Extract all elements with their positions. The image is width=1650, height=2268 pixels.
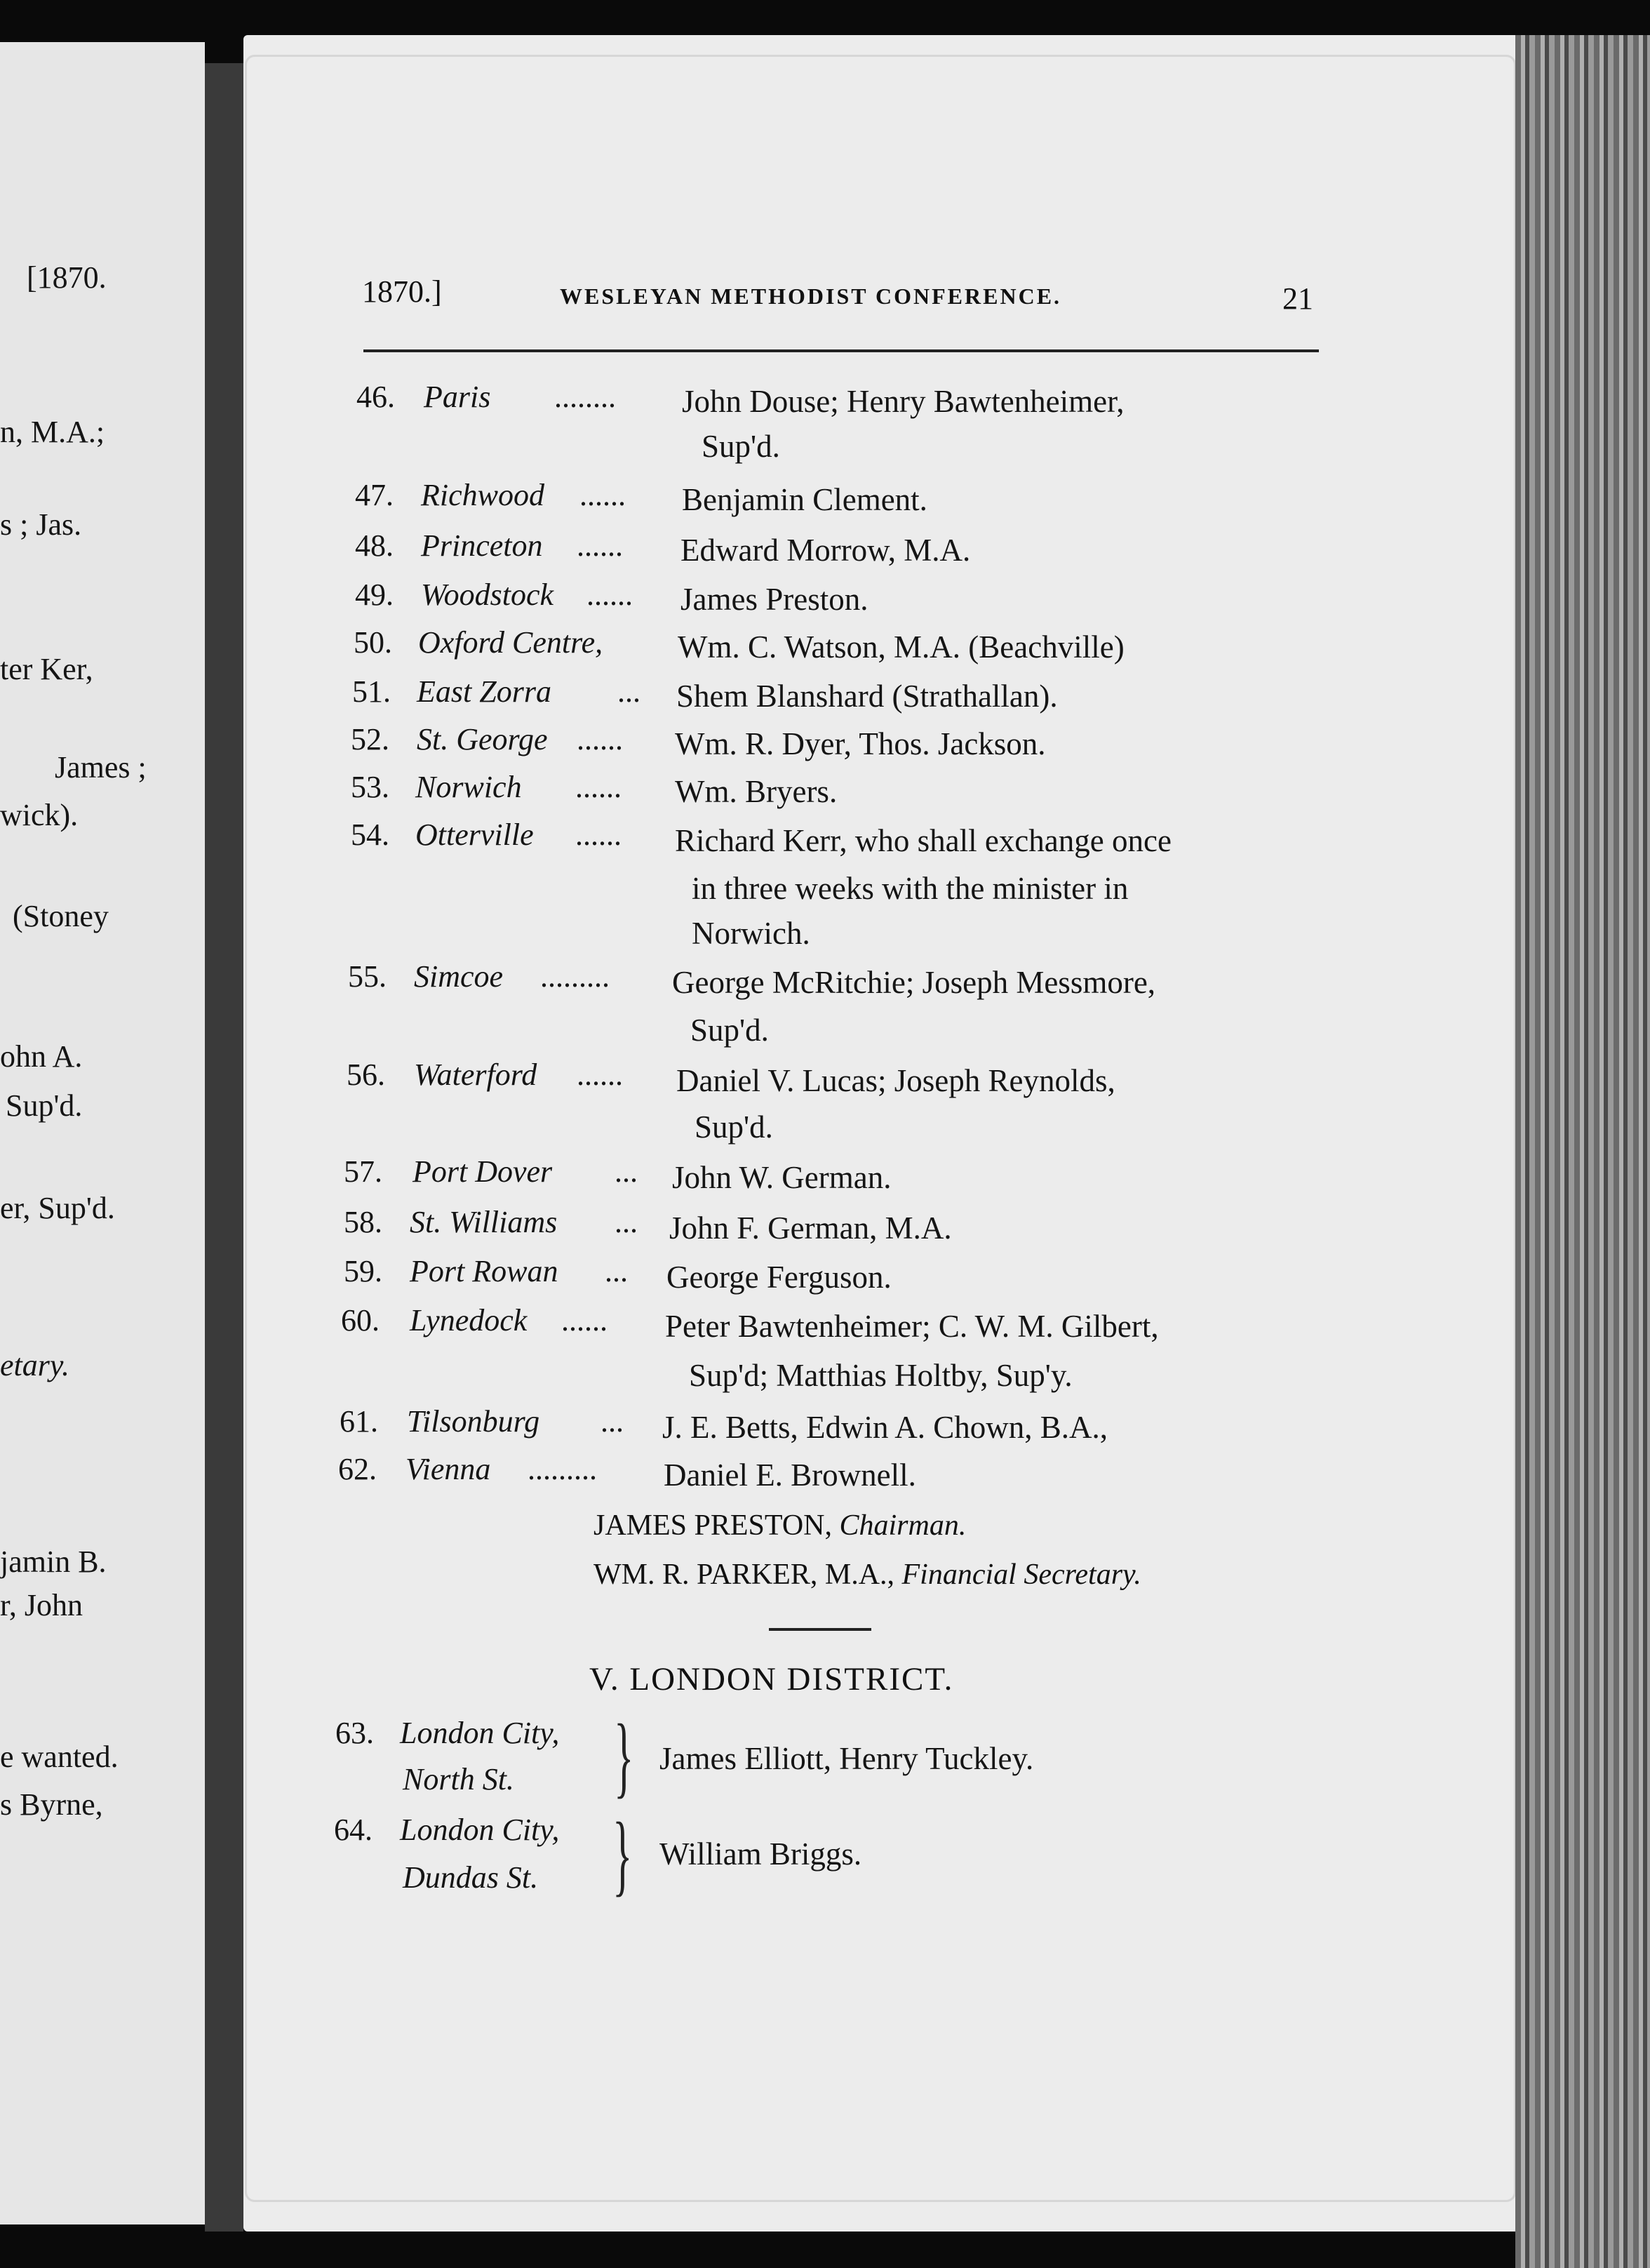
- dot-leader: .........: [540, 959, 610, 994]
- circuit-name: Dundas St.: [403, 1860, 539, 1895]
- entry-number: 57.: [344, 1154, 382, 1189]
- dot-leader: ........: [554, 380, 616, 414]
- left-fragment: ohn A.: [0, 1039, 83, 1074]
- ministers-text: James Preston.: [680, 582, 868, 617]
- ministers-text: Sup'd.: [695, 1109, 773, 1145]
- circuit-name: St. Williams: [410, 1205, 558, 1239]
- circuit-name: Simcoe: [414, 959, 504, 994]
- dot-leader: ...: [601, 1404, 624, 1439]
- ministers-text: John F. German, M.A.: [669, 1210, 952, 1246]
- dot-leader: ......: [577, 1058, 623, 1092]
- dot-leader: ......: [577, 528, 623, 563]
- left-fragment: ter Ker,: [0, 652, 93, 686]
- circuit-name: Tilsonburg: [407, 1404, 540, 1439]
- circuit-name: London City,: [400, 1813, 560, 1847]
- left-fragment: (Stoney: [13, 899, 109, 933]
- circuit-name: London City,: [400, 1716, 560, 1750]
- entry-number: 49.: [355, 578, 394, 612]
- ministers-text: Wm. Bryers.: [675, 774, 838, 809]
- entry-number: 64.: [334, 1813, 373, 1847]
- entry-number: 46.: [356, 380, 395, 414]
- entry-number: 48.: [355, 528, 394, 563]
- dot-leader: ...: [615, 1205, 638, 1239]
- left-fragment: Sup'd.: [6, 1088, 83, 1123]
- entry-number: 50.: [354, 625, 392, 660]
- entry-number: 56.: [347, 1058, 385, 1092]
- dot-leader: ...: [605, 1254, 628, 1288]
- dot-leader: ...: [615, 1154, 638, 1189]
- left-page-header: [1870.: [27, 260, 107, 295]
- circuit-name: Princeton: [421, 528, 543, 563]
- page-number: 21: [1282, 281, 1313, 316]
- ministers-text: Norwich.: [692, 916, 810, 951]
- dot-leader: ......: [561, 1303, 608, 1338]
- circuit-name: Oxford Centre,: [418, 625, 603, 660]
- entry-number: 51.: [352, 674, 391, 709]
- entry-number: 52.: [351, 722, 389, 756]
- secretary-name: WM. R. PARKER, M.A.,: [593, 1559, 895, 1591]
- circuit-name: Paris: [424, 380, 491, 414]
- running-head-year: 1870.]: [362, 274, 442, 309]
- chairman-name: JAMES PRESTON,: [593, 1509, 832, 1542]
- main-page: [243, 35, 1569, 2232]
- left-fragment: s Byrne,: [0, 1787, 103, 1822]
- dot-leader: ......: [586, 578, 633, 612]
- entry-number: 61.: [340, 1404, 378, 1439]
- book-gutter: [205, 63, 243, 2232]
- ministers-text: J. E. Betts, Edwin A. Chown, B.A.,: [662, 1410, 1108, 1445]
- left-fragment: er, Sup'd.: [0, 1191, 115, 1225]
- left-fragment: etary.: [0, 1348, 69, 1382]
- circuit-name: Vienna: [405, 1452, 491, 1486]
- entry-number: 59.: [344, 1254, 382, 1288]
- entry-number: 63.: [335, 1716, 374, 1750]
- circuit-name: North St.: [403, 1762, 514, 1796]
- ministers-text: Sup'd.: [690, 1013, 769, 1048]
- ministers-text: George Ferguson.: [666, 1260, 892, 1295]
- ministers-text: Daniel V. Lucas; Joseph Reynolds,: [676, 1063, 1115, 1098]
- dot-leader: ...: [617, 674, 640, 709]
- left-fragment: wick).: [0, 798, 79, 832]
- chairman-signature: [593, 1509, 966, 1542]
- running-head-title: WESLEYAN METHODIST CONFERENCE.: [560, 284, 1062, 309]
- secretary-signature: [593, 1558, 1141, 1592]
- ministers-text: Edward Morrow, M.A.: [680, 533, 971, 568]
- ministers-text: Wm. C. Watson, M.A. (Beachville): [678, 629, 1125, 665]
- entry-number: 60.: [341, 1303, 380, 1338]
- ministers-text: John Douse; Henry Bawtenheimer,: [682, 384, 1125, 419]
- circuit-name: Otterville: [415, 818, 534, 852]
- circuit-name: East Zorra: [417, 674, 551, 709]
- entry-number: 54.: [351, 818, 389, 852]
- brace-icon: }: [612, 1804, 633, 1905]
- entry-number: 47.: [355, 478, 394, 512]
- circuit-name: Port Rowan: [410, 1254, 558, 1288]
- ministers-text: Shem Blanshard (Strathallan).: [676, 679, 1058, 714]
- ministers-text: Sup'd; Matthias Holtby, Sup'y.: [689, 1358, 1073, 1393]
- ministers-text: Benjamin Clement.: [682, 482, 927, 517]
- left-fragment: jamin B.: [0, 1545, 107, 1579]
- dot-leader: ......: [575, 818, 622, 852]
- left-fragment: James ;: [55, 750, 147, 785]
- left-fragment: s ; Jas.: [0, 507, 82, 542]
- district-heading: V. LONDON DISTRICT.: [589, 1661, 954, 1697]
- circuit-name: Norwich: [415, 770, 522, 804]
- left-fragment: n, M.A.;: [0, 415, 105, 449]
- ministers-text: James Elliott, Henry Tuckley.: [659, 1741, 1034, 1776]
- left-fragment: r, John: [0, 1588, 83, 1622]
- entry-number: 58.: [344, 1205, 382, 1239]
- circuit-name: St. George: [417, 722, 548, 756]
- ministers-text: in three weeks with the minister in: [692, 871, 1129, 906]
- circuit-name: Lynedock: [410, 1303, 528, 1338]
- section-rule: [769, 1628, 871, 1631]
- secretary-title: Financial Secretary.: [901, 1559, 1141, 1591]
- dot-leader: ......: [579, 478, 626, 512]
- header-rule: [363, 349, 1319, 352]
- ministers-text: William Briggs.: [659, 1836, 862, 1872]
- brace-icon: }: [614, 1706, 634, 1807]
- entry-number: 55.: [348, 959, 387, 994]
- left-page-fragment: [0, 42, 205, 2224]
- ministers-text: Peter Bawtenheimer; C. W. M. Gilbert,: [665, 1309, 1159, 1344]
- ministers-text: George McRitchie; Joseph Messmore,: [672, 965, 1156, 1000]
- book-page-edges: [1515, 35, 1650, 2268]
- entry-number: 53.: [351, 770, 389, 804]
- left-fragment: e wanted.: [0, 1740, 119, 1774]
- circuit-name: Waterford: [414, 1058, 537, 1092]
- entry-number: 62.: [338, 1452, 377, 1486]
- circuit-name: Port Dover: [412, 1154, 553, 1189]
- ministers-text: Daniel E. Brownell.: [664, 1457, 916, 1493]
- chairman-title: Chairman.: [839, 1509, 967, 1542]
- ministers-text: Richard Kerr, who shall exchange once: [675, 823, 1172, 858]
- dot-leader: .........: [528, 1452, 597, 1486]
- dot-leader: ......: [575, 770, 622, 804]
- ministers-text: John W. German.: [672, 1160, 892, 1195]
- circuit-name: Woodstock: [421, 578, 554, 612]
- ministers-text: Sup'd.: [702, 429, 780, 464]
- circuit-name: Richwood: [421, 478, 544, 512]
- dot-leader: ......: [577, 722, 623, 756]
- ministers-text: Wm. R. Dyer, Thos. Jackson.: [675, 726, 1046, 761]
